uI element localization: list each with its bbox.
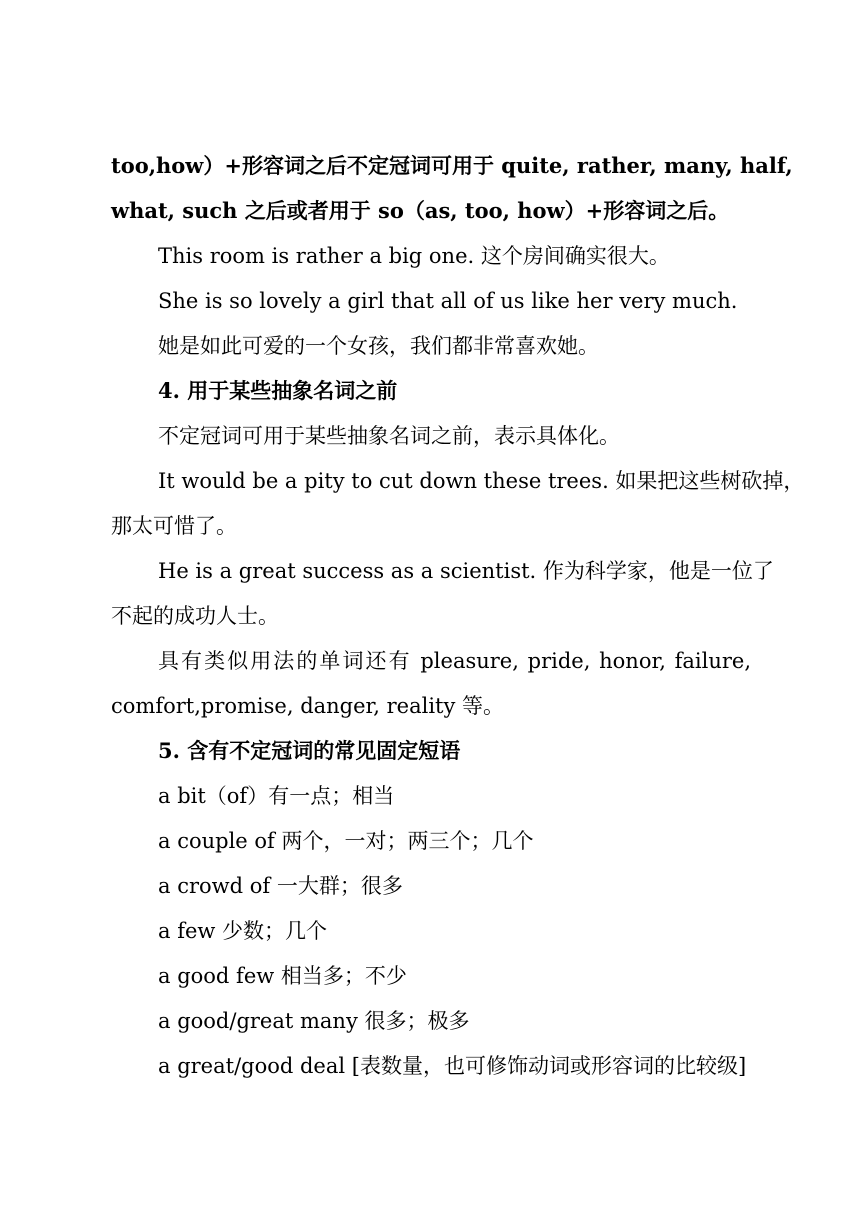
text-line-1: too,how）+形容词之后不定冠词可用于 quite, rather, many, half, <box>111 153 793 178</box>
example-translation-2: 她是如此可爱的一个女孩，我们都非常喜欢她。 <box>158 334 599 358</box>
similar-words-line-cont: comfort,promise, danger, reality 等。 <box>111 694 505 718</box>
phrase-item: a crowd of 一大群；很多 <box>158 874 403 898</box>
example-sentence-3-cont: 那太可惜了。 <box>111 514 237 538</box>
example-sentence-3: It would be a pity to cut down these trees. 如果把这些树砍掉， <box>158 469 805 493</box>
text-line-2: what, such 之后或者用于 so（as, too, how）+形容词之后。 <box>111 198 730 223</box>
example-sentence-2: She is so lovely a girl that all of us like her very much. <box>158 289 738 313</box>
section-heading-5: 5. 含有不定冠词的常见固定短语 <box>158 738 461 763</box>
phrase-item: a good/great many 很多；极多 <box>158 1009 470 1033</box>
example-sentence-4-cont: 不起的成功人士。 <box>111 604 279 628</box>
example-sentence-4: He is a great success as a scientist. 作为科学家，他是一位了 <box>158 559 774 583</box>
section-heading-4: 4. 用于某些抽象名词之前 <box>158 378 398 403</box>
phrase-item: a few 少数；几个 <box>158 919 328 943</box>
phrase-item: a great/good deal [表数量，也可修饰动词或形容词的比较级] <box>158 1054 747 1078</box>
phrase-item: a bit（of）有一点；相当 <box>158 784 395 808</box>
example-sentence-1: This room is rather a big one. 这个房间确实很大。 <box>158 244 670 268</box>
section-4-description: 不定冠词可用于某些抽象名词之前，表示具体化。 <box>158 424 620 448</box>
phrase-item: a couple of 两个，一对；两三个；几个 <box>158 829 534 853</box>
similar-words-line: 具有类似用法的单词还有 pleasure, pride, honor, failure, <box>158 649 751 673</box>
phrase-item: a good few 相当多；不少 <box>158 964 407 988</box>
